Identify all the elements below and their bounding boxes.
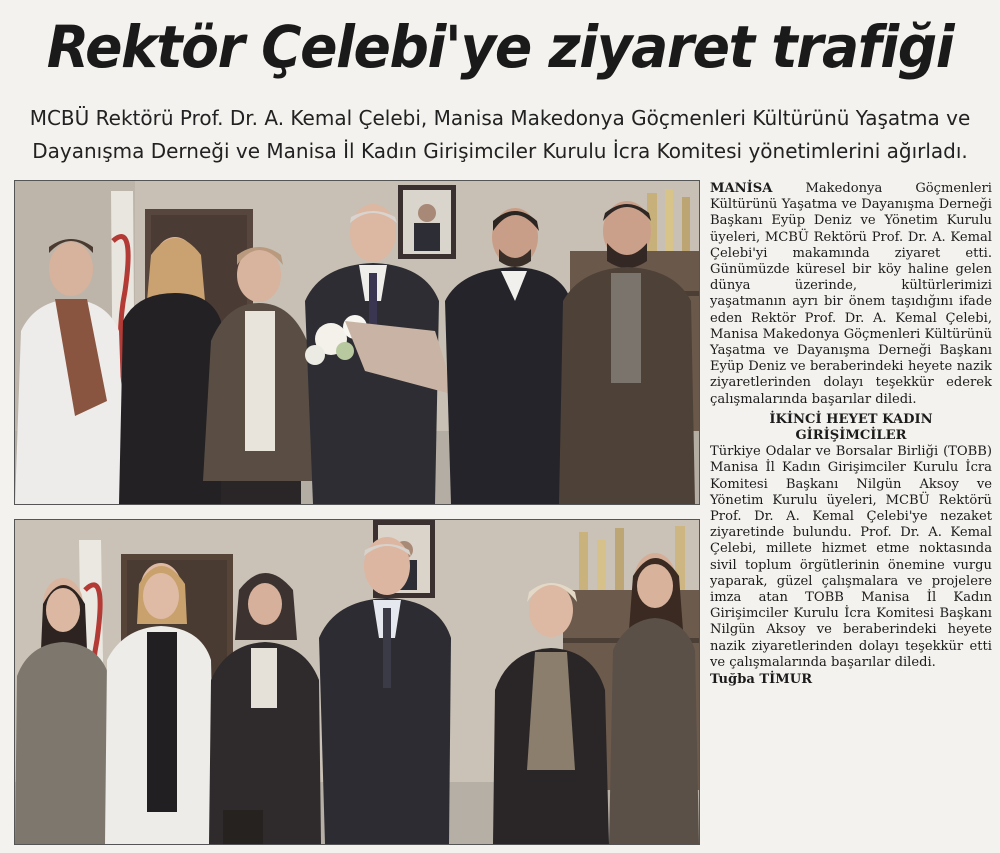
article-paragraph-2: Türkiye Odalar ve Borsalar Birliği (TOBB) Manisa İl Kadın Girişimciler Kurulu İcra Komitesi Başkanı Nilgün Aksoy ve Yönetim Kurulu üyeleri, MCBÜ Rektörü Prof. Dr. A. Kemal Çelebi'ye nezaket ziyaretinde bulundu. Prof. Dr. A. Kemal Çelebi, millete hizmet etme noktasında sivil toplum örgütlerinin önemine vurgu yaparak, güzel çalışmalara ve projelere imza atan TOBB Manisa İl Kadın Girişimciler Kurulu İcra Komitesi Başkanı Nilgün Aksoy ve beraberindeki heyete nazik ziyaretlerinden dolayı teşekkür etti ve çalışmalarında başarılar diledi.: [710, 444, 992, 670]
group-photo-with-flowers-icon: [15, 181, 699, 504]
subtitle-line-2: GİRİŞİMCİLER: [795, 428, 907, 444]
byline: Tuğba TİMUR: [710, 672, 813, 688]
subheadline-line-2: Dayanışma Derneği ve Manisa İl Kadın Girişimciler Kurulu İcra Komitesi yönetimlerini ağırladı.: [32, 139, 968, 163]
photo-delegation-flowers: [14, 180, 700, 505]
dateline: MANİSA: [710, 181, 773, 196]
article-column: [710, 181, 992, 688]
photo-women-delegation: [14, 519, 700, 845]
subtitle-line-1: İKİNCİ HEYET KADIN: [769, 411, 933, 427]
subheadline: [0, 102, 1000, 168]
group-photo-women-delegation-icon: [15, 520, 699, 844]
headline: Rektör Çelebi'ye ziyaret trafiği: [46, 13, 954, 81]
paragraph-1-text: Makedonya Göçmenleri Kültürünü Yaşatma ve Dayanışma Derneği Başkanı Eyüp Deniz ve Yönetim Kurulu üyeleri, MCBÜ Rektörü Prof. Dr. A. Kemal Çelebi'yi makamında ziyaret etti. Günümüzde küresel bir köy haline gelen dünya üzerinde, kültürlerimizi yaşatmanın ayrı bir önem taşıdığını ifade eden Rektör Prof. Dr. A. Kemal Çelebi, Manisa Makedonya Göçmenleri Kültürünü Yaşatma ve Dayanışma Derneği Başkanı Eyüp Deniz ve beraberindeki heyete nazik ziyaretlerinden dolayı teşekkür ederek çalışmalarında başarılar diledi.: [710, 181, 992, 407]
article-paragraph-1: [710, 181, 992, 408]
article-subtitle: [710, 412, 992, 444]
subheadline-line-1: MCBÜ Rektörü Prof. Dr. A. Kemal Çelebi, Manisa Makedonya Göçmenleri Kültürünü Yaşatma ve: [29, 106, 971, 130]
